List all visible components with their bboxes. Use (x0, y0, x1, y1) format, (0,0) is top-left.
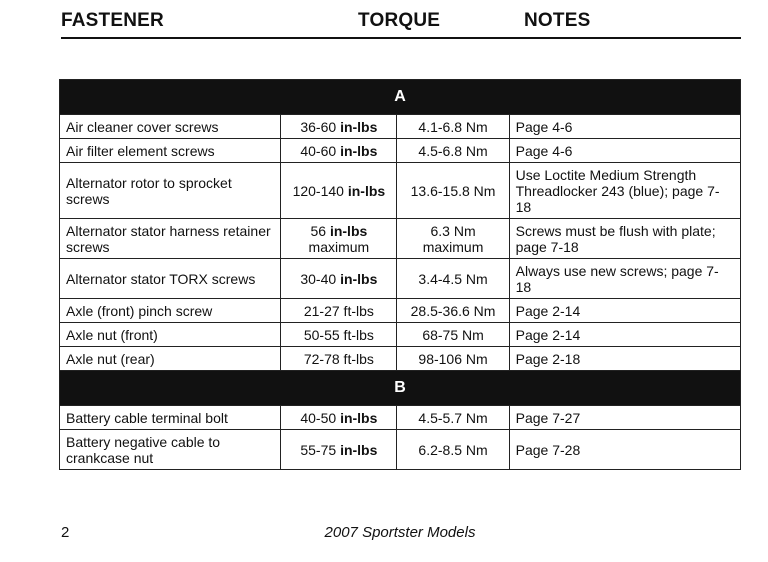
nm-cell: 68-75 Nm (397, 323, 509, 347)
torque-cell: 21-27 ft-lbs (281, 299, 397, 323)
torque-value: 40-50 (300, 409, 337, 426)
torque-cell (281, 139, 397, 163)
torque-unit: in-lbs (340, 270, 378, 287)
notes-cell: Use Loctite Medium Strength Threadlocker 243 (blue); page 7-18 (509, 163, 740, 219)
notes-cell: Page 2-14 (509, 323, 740, 347)
page-number: 2 (61, 524, 70, 541)
fastener-cell: Battery cable terminal bolt (60, 406, 281, 430)
torque-cell: 72-78 ft-lbs (281, 347, 397, 371)
table-row (60, 115, 741, 139)
torque-unit: in-lbs (340, 118, 378, 135)
table-row (60, 299, 741, 323)
table-row (60, 347, 741, 371)
section-letter: A (60, 80, 741, 115)
torque-cell (281, 219, 397, 259)
section-letter: B (60, 371, 741, 406)
notes-cell: Always use new screws; page 7-18 (509, 259, 740, 299)
torque-suffix: maximum (308, 238, 370, 255)
torque-unit: in-lbs (329, 222, 368, 239)
table-row (60, 163, 741, 219)
header-notes: NOTES (524, 10, 591, 31)
torque-value: 120-140 (292, 182, 344, 199)
torque-cell (281, 163, 397, 219)
nm-cell: 6.2-8.5 Nm (397, 430, 509, 470)
nm-cell (397, 219, 509, 259)
torque-value: 56 (310, 222, 327, 239)
notes-cell: Page 2-18 (509, 347, 740, 371)
torque-spec-table (59, 79, 741, 470)
nm-cell: 13.6-15.8 Nm (397, 163, 509, 219)
table-row (60, 323, 741, 347)
torque-value: 40-60 (300, 142, 337, 159)
torque-unit: in-lbs (340, 409, 378, 426)
fastener-cell: Alternator rotor to sprocket screws (60, 163, 281, 219)
nm-cell: 4.5-6.8 Nm (397, 139, 509, 163)
fastener-cell: Axle nut (front) (60, 323, 281, 347)
table-row (60, 259, 741, 299)
torque-value: 55-75 (300, 441, 337, 458)
torque-unit: in-lbs (340, 142, 378, 159)
fastener-cell: Air filter element screws (60, 139, 281, 163)
nm-cell: 28.5-36.6 Nm (397, 299, 509, 323)
torque-cell (281, 259, 397, 299)
notes-cell: Page 7-28 (509, 430, 740, 470)
fastener-cell: Battery negative cable to crankcase nut (60, 430, 281, 470)
nm-cell: 98-106 Nm (397, 347, 509, 371)
table-row (60, 430, 741, 470)
torque-cell (281, 430, 397, 470)
notes-cell: Screws must be flush with plate; page 7-18 (509, 219, 740, 259)
nm-suffix: maximum (422, 238, 484, 255)
notes-cell: Page 4-6 (509, 139, 740, 163)
header-fastener: FASTENER (61, 10, 164, 31)
torque-cell (281, 115, 397, 139)
table-row (60, 406, 741, 430)
fastener-cell: Axle (front) pinch screw (60, 299, 281, 323)
torque-unit: in-lbs (340, 441, 378, 458)
fastener-cell: Alternator stator TORX screws (60, 259, 281, 299)
nm-cell: 4.1-6.8 Nm (397, 115, 509, 139)
nm-value: 6.3 Nm (430, 222, 476, 239)
torque-value: 30-40 (300, 270, 337, 287)
header-rule (61, 37, 741, 39)
fastener-cell: Air cleaner cover screws (60, 115, 281, 139)
table-row (60, 219, 741, 259)
header-torque: TORQUE (358, 10, 441, 31)
torque-cell: 50-55 ft-lbs (281, 323, 397, 347)
nm-cell: 4.5-5.7 Nm (397, 406, 509, 430)
notes-cell: Page 2-14 (509, 299, 740, 323)
table-row (60, 139, 741, 163)
notes-cell: Page 4-6 (509, 115, 740, 139)
footer-title: 2007 Sportster Models (324, 524, 476, 541)
fastener-cell: Axle nut (rear) (60, 347, 281, 371)
nm-cell: 3.4-4.5 Nm (397, 259, 509, 299)
torque-cell (281, 406, 397, 430)
notes-cell: Page 7-27 (509, 406, 740, 430)
torque-value: 36-60 (300, 118, 337, 135)
section-header-a (60, 80, 741, 115)
torque-unit: in-lbs (347, 182, 386, 199)
fastener-cell: Alternator stator harness retainer screws (60, 219, 281, 259)
section-header-b (60, 371, 741, 406)
